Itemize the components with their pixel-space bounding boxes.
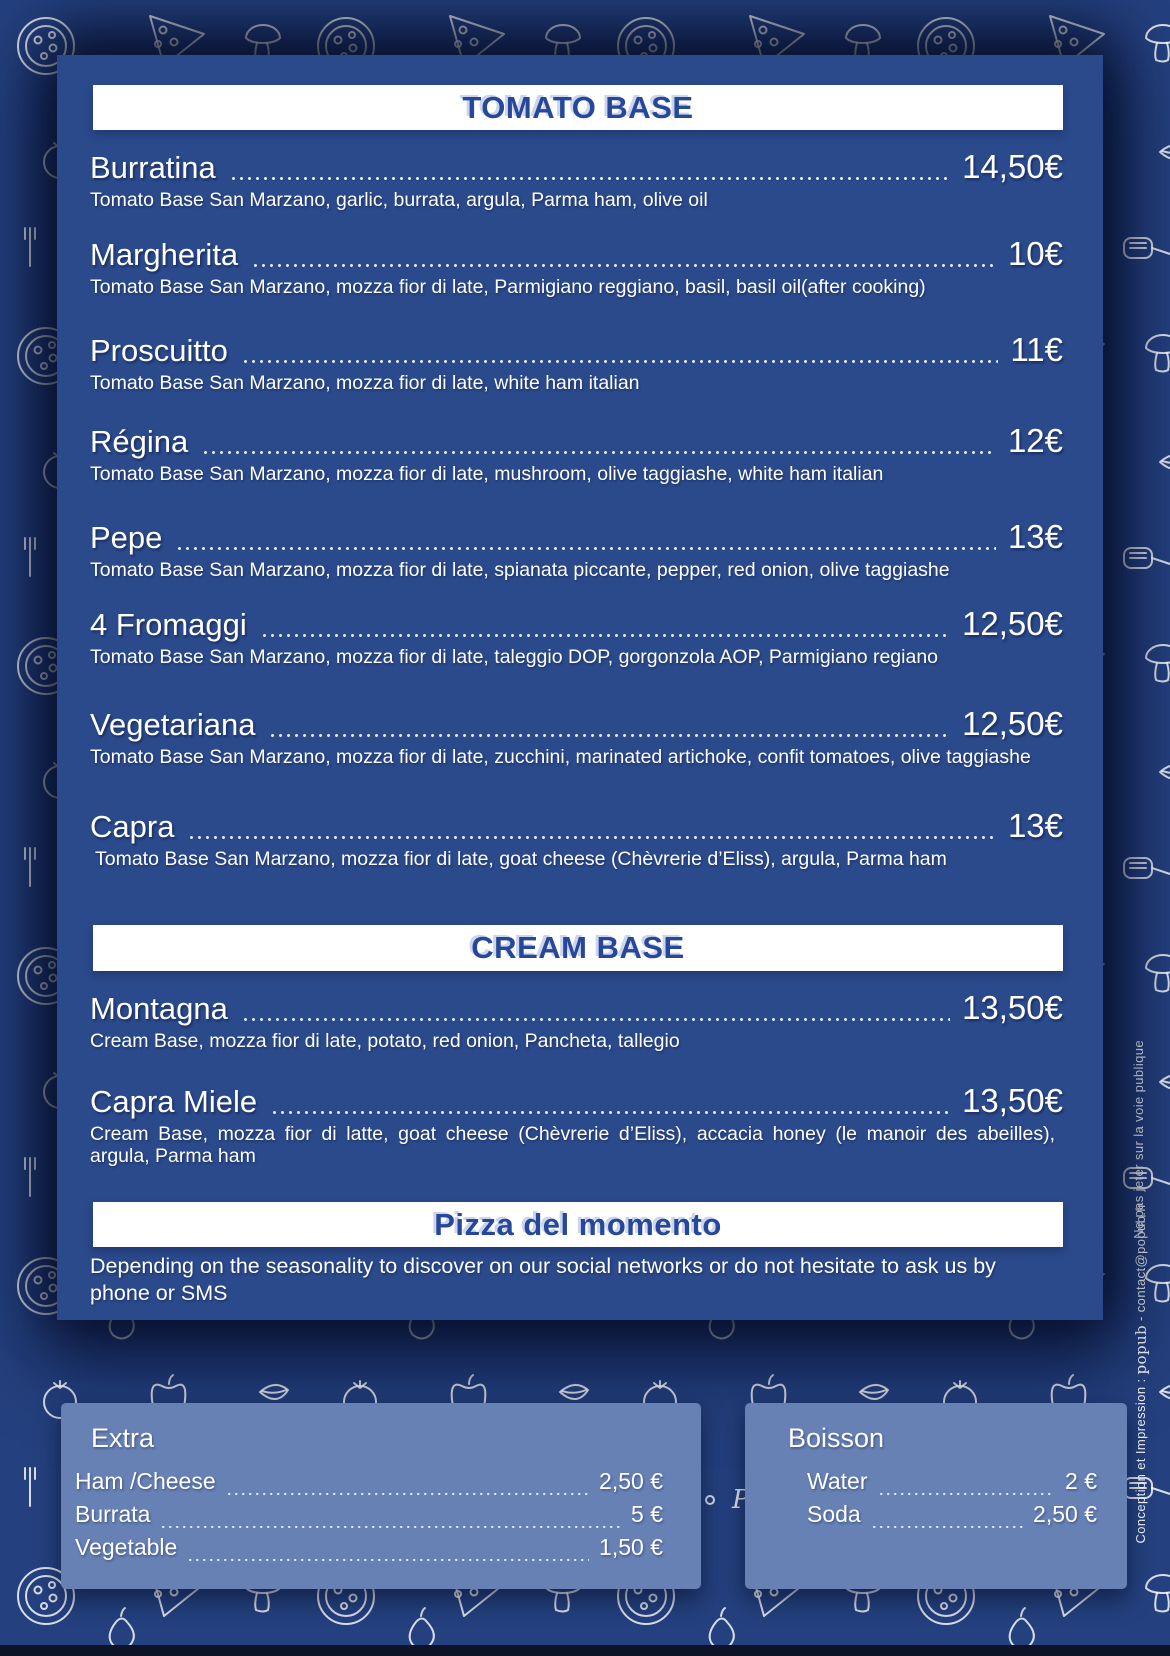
dotted-leader (204, 451, 996, 454)
item-name: Capra (90, 809, 175, 844)
menu-item-capra-miele (90, 1082, 1063, 1167)
extra-price: 2,50 € (599, 1468, 663, 1494)
extra-name: Vegetable (75, 1534, 178, 1560)
item-description: Tomato Base San Marzano, mozza fior di late, zucchini, marinated artichoke, confit tomatoes, olive taggiashe (90, 746, 1031, 768)
item-name: 4 Fromaggi (90, 607, 247, 642)
item-description: Tomato Base San Marzano, mozza fior di late, white ham italian (90, 372, 640, 394)
boisson-row-soda (807, 1501, 1097, 1534)
section-band-pizza-del-momento (93, 1202, 1063, 1247)
extra-title: Extra (91, 1423, 155, 1453)
item-description: Tomato Base San Marzano, mozza fior di late, taleggio DOP, gorgonzola AOP, Parmigiano regiano (90, 646, 939, 668)
item-price: 13,50€ (962, 1082, 1063, 1119)
dotted-leader (189, 1559, 589, 1562)
item-price: 13€ (1007, 807, 1063, 844)
item-description: Cream Base, mozza fior di latte, goat cheese (Chèvrerie d’Eliss), accacia honey (le manoir des abeilles), argula, Parma ham (90, 1123, 1055, 1167)
item-price: 13,50€ (962, 989, 1063, 1026)
item-price: 12,50€ (962, 705, 1063, 742)
menu-card (57, 55, 1103, 1320)
boisson-name: Soda (807, 1501, 861, 1527)
item-description: Tomato Base San Marzano, mozza fior di late, goat cheese (Chèvrerie d’Eliss), argula, Parma ham (95, 848, 947, 870)
momento-description: Depending on the seasonality to discover on our social networks or do not hesitate to ask us by phone or SMS (90, 1254, 996, 1305)
dotted-leader (244, 1018, 950, 1021)
extra-row-ham-cheese (75, 1468, 663, 1501)
item-price: 11€ (1010, 331, 1063, 368)
item-price: 12€ (1007, 422, 1063, 459)
item-name: Vegetariana (90, 707, 256, 742)
menu-item-burratina (90, 148, 1063, 212)
extra-price: 5 € (631, 1501, 663, 1527)
boisson-box (745, 1403, 1127, 1589)
dotted-leader (880, 1493, 1056, 1496)
item-price: 13€ (1007, 518, 1063, 555)
side-note-vertical-text: Ne pas jeter sur la voie publique (1131, 1040, 1146, 1239)
dotted-leader (273, 1111, 950, 1114)
menu-item-capra (90, 807, 1063, 871)
credit-suffix: - contact@popub.fr (1133, 1203, 1148, 1325)
section-band-tomato-base (93, 85, 1063, 130)
section-band-cream-base (93, 925, 1063, 971)
dotted-leader (873, 1526, 1023, 1529)
popub-logo-text: popub (1132, 1324, 1150, 1375)
item-price: 10€ (1007, 235, 1063, 272)
extra-name: Burrata (75, 1501, 151, 1527)
bottom-dark-bar (0, 1645, 1170, 1656)
section-title: Pizza del momento (434, 1206, 722, 1242)
boisson-name: Water (807, 1468, 868, 1494)
item-description: Tomato Base San Marzano, mozza fior di late, spianata piccante, pepper, red onion, olive taggiashe (90, 559, 950, 581)
dotted-leader (190, 836, 996, 839)
credit-prefix: Conception et Impression : (1133, 1374, 1148, 1544)
menu-item-margherita (90, 235, 1063, 299)
menu-item-montagna (90, 989, 1063, 1053)
item-name: Proscuitto (90, 333, 228, 368)
dotted-leader (228, 1493, 589, 1496)
item-name: Régina (90, 424, 189, 459)
menu-item-proscuitto (90, 331, 1063, 395)
extra-name: Ham /Cheese (75, 1468, 216, 1494)
item-name: Capra Miele (90, 1084, 258, 1119)
dotted-leader (271, 734, 950, 737)
menu-item-regina (90, 422, 1063, 486)
extra-row-vegetable (75, 1534, 663, 1567)
item-description: Tomato Base San Marzano, garlic, burrata, argula, Parma ham, olive oil (90, 189, 708, 211)
item-description: Tomato Base San Marzano, mozza fior di late, mushroom, olive taggiashe, white ham italian (90, 463, 884, 485)
item-name: Margherita (90, 237, 239, 272)
menu-item-pepe (90, 518, 1063, 582)
extra-row-burrata (75, 1501, 663, 1534)
extra-box (61, 1403, 701, 1589)
item-price: 12,50€ (962, 605, 1063, 642)
boisson-price: 2,50 € (1033, 1501, 1097, 1527)
dotted-leader (178, 547, 996, 550)
section-title: CREAM BASE (471, 930, 685, 965)
menu-item-4-fromaggi (90, 605, 1063, 669)
boisson-price: 2 € (1065, 1468, 1097, 1494)
dotted-leader (244, 360, 999, 363)
menu-item-vegetariana (90, 705, 1063, 769)
dotted-leader (232, 177, 950, 180)
dotted-leader (162, 1526, 621, 1529)
boisson-title: Boisson (788, 1423, 885, 1453)
boisson-row-water (807, 1468, 1097, 1501)
item-name: Burratina (90, 150, 216, 185)
print-credit-vertical-text (1132, 1203, 1150, 1544)
dotted-leader (254, 264, 996, 267)
item-description: Cream Base, mozza fior di late, potato, red onion, Pancheta, tallegio (90, 1030, 680, 1052)
item-price: 14,50€ (962, 148, 1063, 185)
extra-price: 1,50 € (599, 1534, 663, 1560)
section-title: TOMATO BASE (462, 89, 694, 125)
item-name: Pepe (90, 520, 163, 555)
item-description: Tomato Base San Marzano, mozza fior di late, Parmigiano reggiano, basil, basil oil(after cooking) (90, 276, 926, 298)
item-name: Montagna (90, 991, 228, 1026)
dotted-leader (263, 634, 950, 637)
